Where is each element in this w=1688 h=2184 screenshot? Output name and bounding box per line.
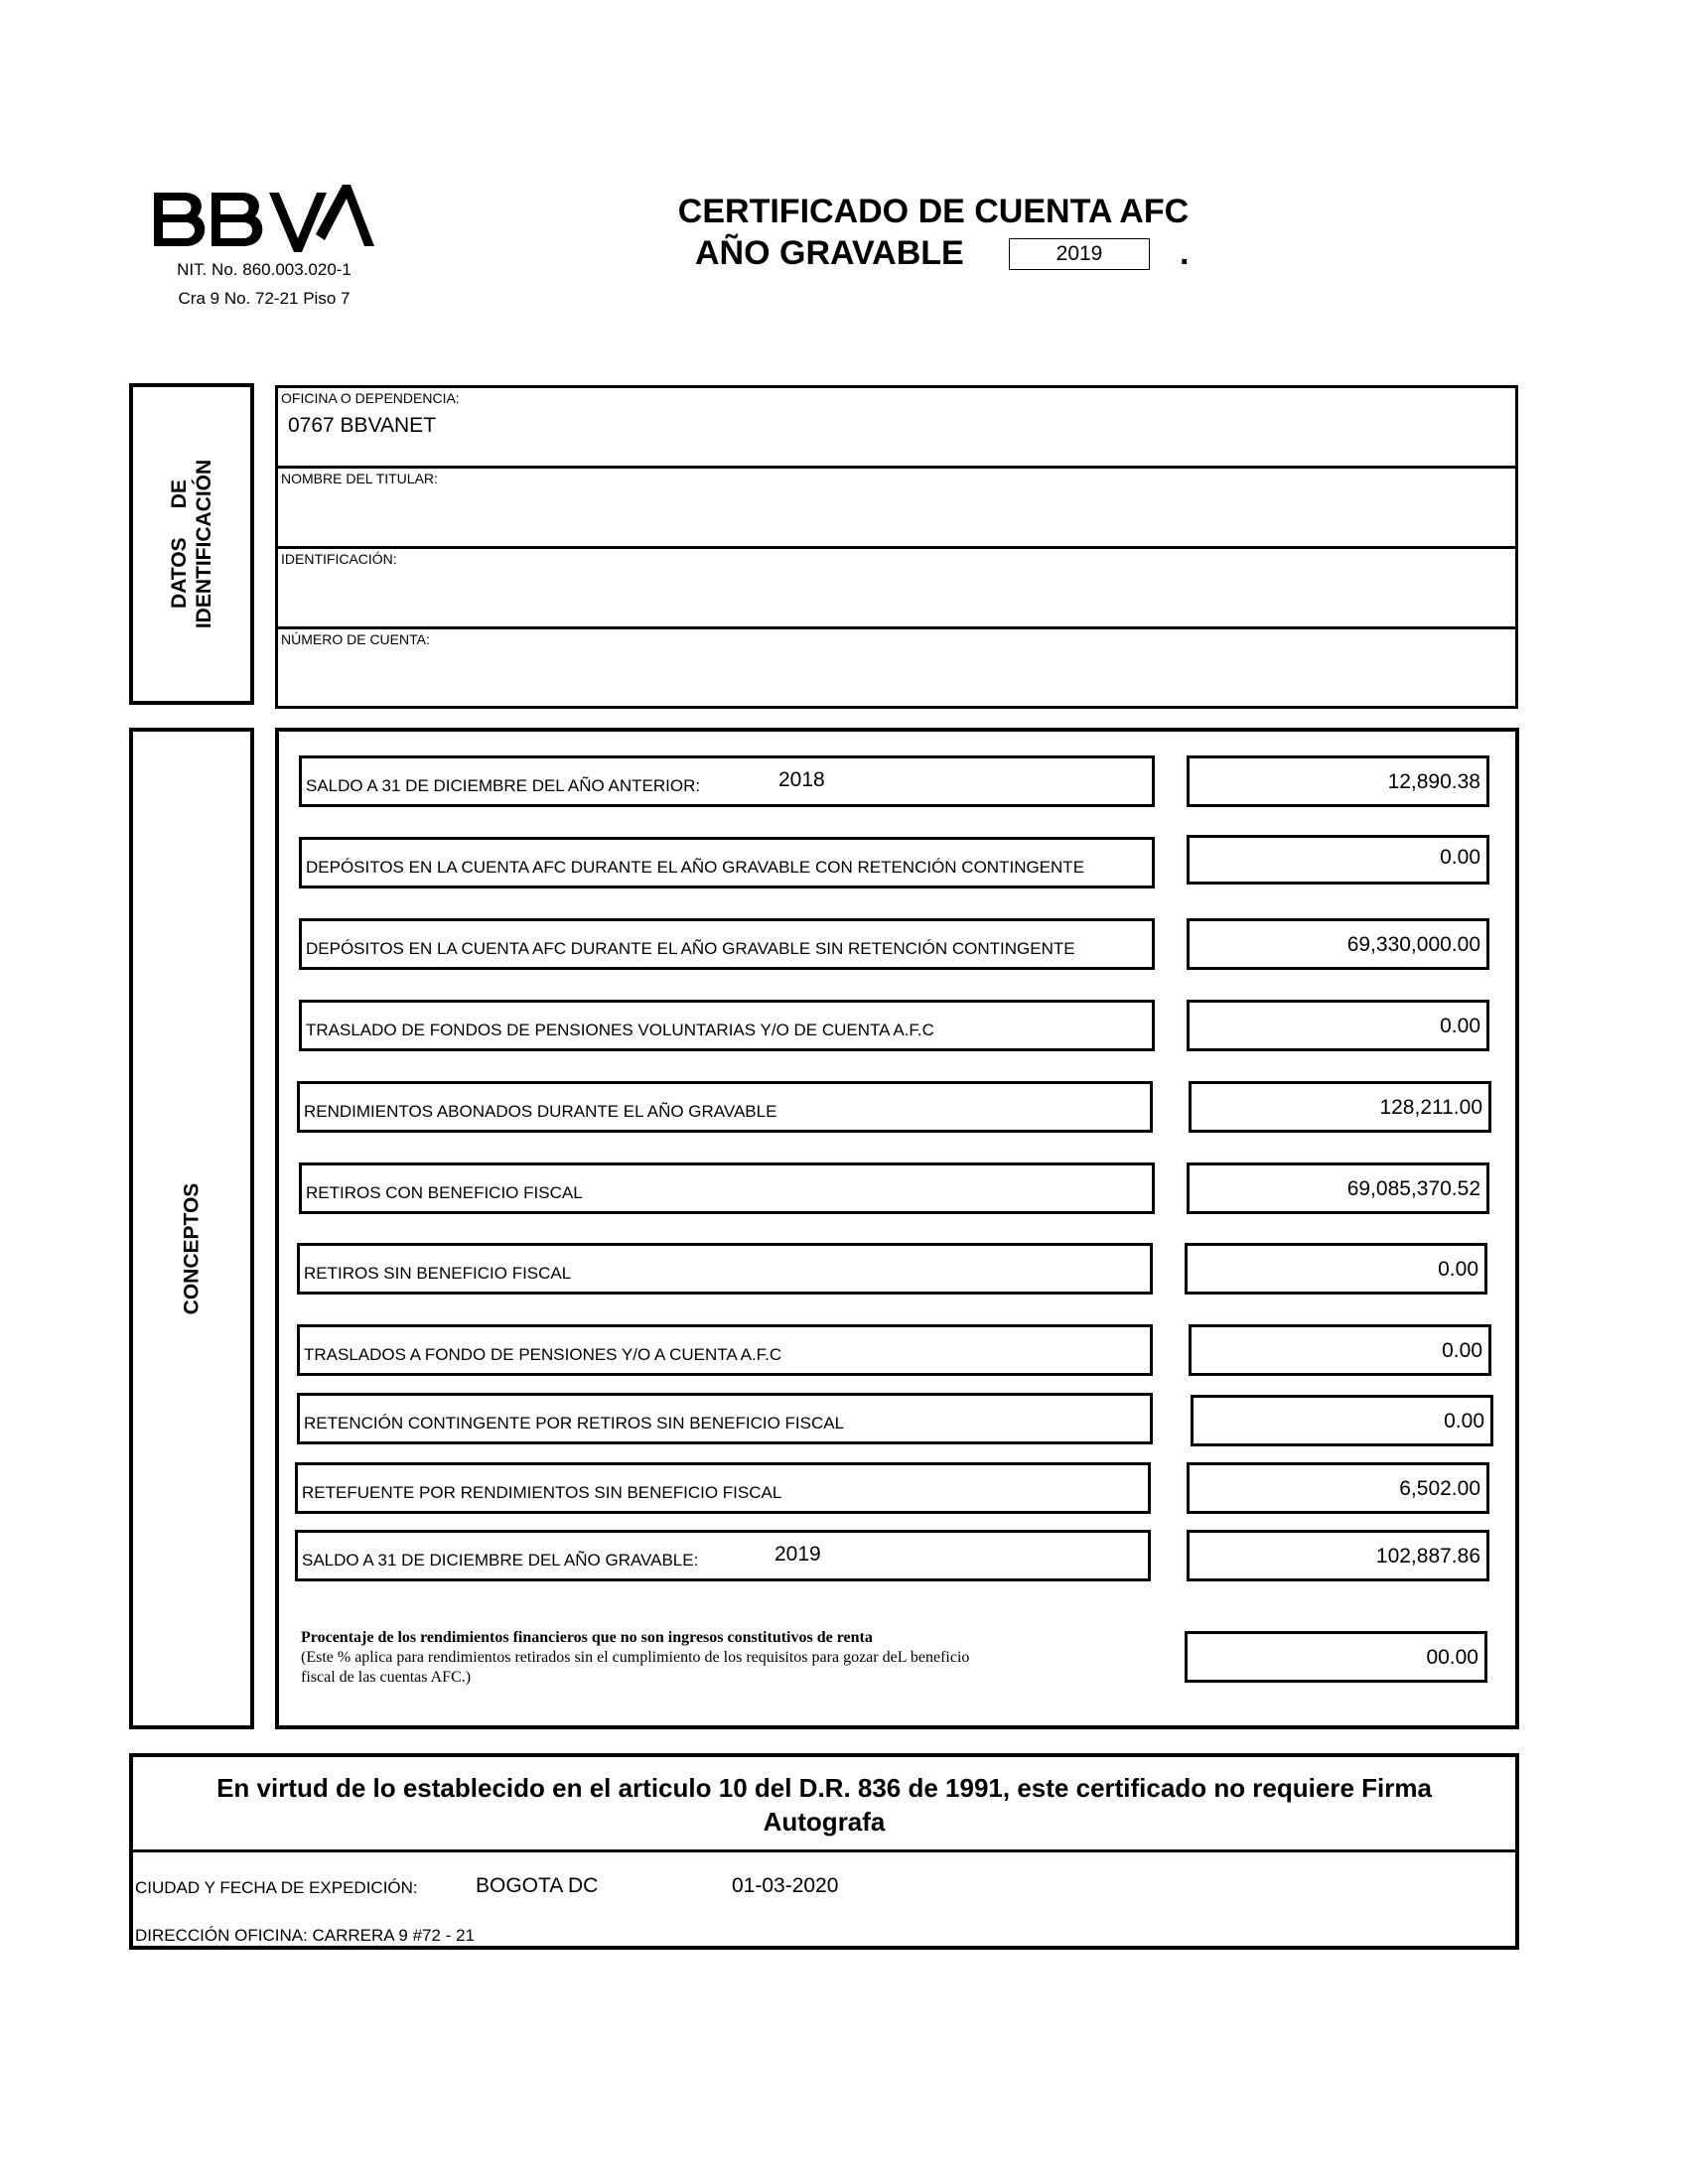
- statement-line1: En virtud de lo establecido en el articulo 10 del D.R. 836 de 1991, este certificado no requiere Firma: [216, 1773, 1432, 1803]
- concept-row-label: [297, 1324, 1153, 1376]
- concept-row-label: [295, 1530, 1151, 1581]
- concept-row-value: [1185, 1243, 1487, 1295]
- city-date-label: CIUDAD Y FECHA DE EXPEDICIÓN:: [135, 1878, 418, 1897]
- field-identificacion: [278, 549, 1515, 629]
- concept-year: 2019: [774, 1543, 821, 1566]
- field-value: 0767 BBVANET: [288, 414, 437, 437]
- concept-label-text: SALDO A 31 DE DICIEMBRE DEL AÑO ANTERIOR:: [306, 776, 701, 795]
- office-address: DIRECCIÓN OFICINA: CARRERA 9 #72 - 21: [135, 1926, 475, 1945]
- concept-row-value: [1189, 1081, 1491, 1133]
- concept-value: 0.00: [1444, 1410, 1484, 1433]
- concept-label-text: DEPÓSITOS EN LA CUENTA AFC DURANTE EL AÑO GRAVABLE SIN RETENCIÓN CONTINGENTE: [306, 939, 1075, 958]
- issue-date: 01-03-2020: [732, 1874, 839, 1897]
- issue-city: BOGOTA DC: [476, 1874, 599, 1897]
- concept-value: 128,211.00: [1379, 1096, 1482, 1119]
- concept-row-value: [1187, 755, 1489, 807]
- tax-year-field: 2019: [1009, 238, 1150, 270]
- statement-line2: Autografa: [763, 1807, 886, 1837]
- concept-value: 12,890.38: [1387, 770, 1480, 793]
- percentage-note-title: Procentaje de los rendimientos financieros que no son ingresos constitutivos de renta: [301, 1629, 873, 1646]
- field-label: IDENTIFICACIÓN:: [281, 551, 397, 567]
- concept-label-text: RETIROS CON BENEFICIO FISCAL: [306, 1183, 583, 1202]
- concept-value: 69,085,370.52: [1346, 1177, 1480, 1200]
- concept-row-value: [1187, 1462, 1489, 1514]
- percentage-note: [301, 1628, 1095, 1688]
- field-label: NÚMERO DE CUENTA:: [281, 631, 430, 647]
- field-numero-cuenta: [278, 629, 1515, 710]
- concept-row-value: [1187, 1530, 1489, 1581]
- concept-row-label: [297, 1081, 1153, 1133]
- percentage-value-box: [1185, 1631, 1487, 1683]
- concept-row-label: [299, 918, 1155, 970]
- concept-value: 6,502.00: [1399, 1477, 1480, 1500]
- nit-number: NIT. No. 860.003.020-1: [177, 260, 352, 279]
- concept-label-text: DEPÓSITOS EN LA CUENTA AFC DURANTE EL AÑO GRAVABLE CON RETENCIÓN CONTINGENTE: [306, 858, 1085, 877]
- concept-label-text: SALDO A 31 DE DICIEMBRE DEL AÑO GRAVABLE:: [302, 1551, 699, 1570]
- concept-label-text: RENDIMIENTOS ABONADOS DURANTE EL AÑO GRAVABLE: [304, 1102, 777, 1121]
- concepts-panel: [275, 728, 1519, 1729]
- field-label: NOMBRE DEL TITULAR:: [281, 471, 438, 486]
- concept-row-label: [297, 1243, 1153, 1295]
- identification-fields: [275, 385, 1518, 709]
- field-nombre-titular: [278, 469, 1515, 549]
- side-label-line2: IDENTIFICACIÓN: [193, 459, 215, 629]
- concept-row-value: [1187, 1162, 1489, 1214]
- concept-row-value: [1187, 1000, 1489, 1051]
- identification-side-label: [167, 460, 216, 628]
- identification-side-label-box: [129, 383, 254, 705]
- concept-value: 69,330,000.00: [1346, 933, 1480, 956]
- concept-row-label: [299, 1162, 1155, 1214]
- concept-year: 2018: [778, 768, 825, 791]
- concept-row-label: [299, 1000, 1155, 1051]
- concept-label-text: RETENCIÓN CONTINGENTE POR RETIROS SIN BENEFICIO FISCAL: [304, 1414, 845, 1433]
- concept-row-value: [1191, 1395, 1493, 1446]
- signature-statement: [133, 1757, 1515, 1852]
- concept-value: 0.00: [1440, 1015, 1480, 1037]
- footer-box: [129, 1753, 1519, 1950]
- concept-row-value: [1187, 918, 1489, 970]
- concept-row-label: [295, 1462, 1151, 1514]
- concept-row-label: [299, 755, 1155, 807]
- concept-value: 0.00: [1440, 846, 1480, 869]
- concept-row-value: [1189, 1324, 1491, 1376]
- tax-year-label: AÑO GRAVABLE: [695, 234, 964, 272]
- percentage-note-line3: fiscal de las cuentas AFC.): [301, 1669, 472, 1686]
- concepts-side-label: CONCEPTOS: [180, 1182, 204, 1314]
- concept-row-label: [299, 837, 1155, 888]
- concept-label-text: RETEFUENTE POR RENDIMIENTOS SIN BENEFICIO FISCAL: [302, 1483, 782, 1502]
- title-period: .: [1180, 234, 1190, 272]
- company-address: Cra 9 No. 72-21 Piso 7: [178, 289, 351, 308]
- side-label-line1: DATOS DE: [168, 479, 191, 609]
- concept-value: 102,887.86: [1375, 1545, 1480, 1568]
- percentage-value: 00.00: [1426, 1646, 1478, 1669]
- field-label: OFICINA O DEPENDENCIA:: [281, 390, 460, 406]
- page-title: CERTIFICADO DE CUENTA AFC: [677, 193, 1190, 230]
- concept-label-text: TRASLADO DE FONDOS DE PENSIONES VOLUNTARIAS Y/O DE CUENTA A.F.C: [306, 1021, 934, 1039]
- concept-row-label: [297, 1393, 1153, 1444]
- concepts-side-label-box: [129, 728, 254, 1729]
- percentage-note-line2: (Este % aplica para rendimientos retirados sin el cumplimiento de los requisitos para gozar deL beneficio: [301, 1649, 970, 1666]
- concept-value: 0.00: [1438, 1258, 1478, 1281]
- concept-label-text: TRASLADOS A FONDO DE PENSIONES Y/O A CUENTA A.F.C: [304, 1345, 782, 1364]
- concept-value: 0.00: [1442, 1339, 1482, 1362]
- concept-label-text: RETIROS SIN BENEFICIO FISCAL: [304, 1264, 572, 1283]
- bbva-logo: [154, 185, 374, 256]
- concept-row-value: [1187, 835, 1489, 885]
- field-oficina: [278, 388, 1515, 469]
